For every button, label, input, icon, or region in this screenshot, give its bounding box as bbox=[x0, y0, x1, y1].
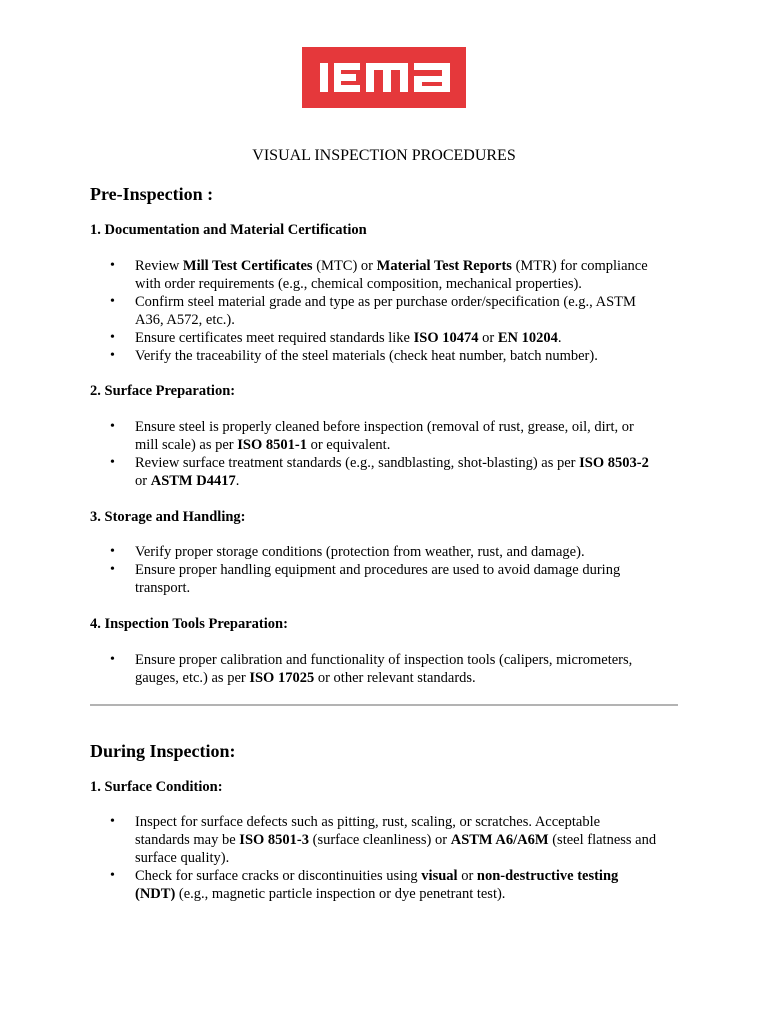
bullet-icon: • bbox=[110, 348, 115, 363]
list-item: • Verify the traceability of the steel materials (check heat number, batch number). bbox=[110, 348, 598, 364]
tools-list bbox=[90, 651, 690, 687]
list-item: • Ensure steel is properly cleaned before inspection (removal of rust, grease, oil, dirt, or mill scale) as per ISO 8501-1 or equivalent. bbox=[110, 419, 634, 453]
bullet-icon: • bbox=[110, 330, 115, 345]
during-inspection-heading: During Inspection: bbox=[90, 741, 236, 761]
section-surface-preparation-heading: 2. Surface Preparation: bbox=[90, 383, 236, 399]
bullet-icon: • bbox=[110, 294, 115, 309]
list-item: • Ensure proper calibration and functionality of inspection tools (calipers, micrometers, gauges, etc.) as per ISO 17025 or other relevant standards. bbox=[110, 652, 633, 686]
iema-logo bbox=[302, 47, 466, 108]
list-item: • Verify proper storage conditions (protection from weather, rust, and damage). bbox=[110, 544, 585, 560]
pre-inspection-heading: Pre-Inspection : bbox=[90, 184, 214, 204]
bullet-icon: • bbox=[110, 419, 115, 434]
section-tools-heading: 4. Inspection Tools Preparation: bbox=[90, 616, 288, 632]
surface-condition-list bbox=[90, 813, 690, 903]
storage-list bbox=[90, 543, 690, 597]
section-documentation-heading: 1. Documentation and Material Certification bbox=[90, 222, 367, 238]
surface-preparation-list bbox=[90, 418, 690, 490]
list-item: • Review Mill Test Certificates (MTC) or Material Test Reports (MTR) for compliance with order requirements (e.g., chemical composition, mechanical properties). bbox=[110, 258, 648, 292]
list-item: • Confirm steel material grade and type as per purchase order/specification (e.g., ASTM A36, A572, etc.). bbox=[110, 294, 636, 328]
list-item: • Ensure certificates meet required standards like ISO 10474 or EN 10204. bbox=[110, 330, 562, 346]
document-title: VISUAL INSPECTION PROCEDURES bbox=[252, 147, 516, 164]
bullet-icon: • bbox=[110, 814, 115, 829]
iema-logo-graphic bbox=[302, 47, 466, 108]
section-storage-heading: 3. Storage and Handling: bbox=[90, 509, 246, 525]
bullet-icon: • bbox=[110, 455, 115, 470]
documentation-list bbox=[90, 257, 690, 365]
section-divider bbox=[90, 704, 678, 706]
bullet-icon: • bbox=[110, 868, 115, 883]
bullet-icon: • bbox=[110, 258, 115, 273]
list-item: • Inspect for surface defects such as pitting, rust, scaling, or scratches. Acceptable standards may be ISO 8501-3 (surface cleanliness) or ASTM A6/A6M (steel flatness and surface quality). bbox=[110, 814, 657, 866]
list-item: • Review surface treatment standards (e.g., sandblasting, shot-blasting) as per ISO 8503-2 or ASTM D4417. bbox=[110, 455, 649, 489]
section-surface-condition-heading: 1. Surface Condition: bbox=[90, 779, 223, 795]
list-item: • Ensure proper handling equipment and procedures are used to avoid damage during transport. bbox=[110, 562, 621, 596]
bullet-icon: • bbox=[110, 544, 115, 559]
bullet-icon: • bbox=[110, 652, 115, 667]
bullet-icon: • bbox=[110, 562, 115, 577]
list-item: • Check for surface cracks or discontinuities using visual or non-destructive testing (NDT) (e.g., magnetic particle inspection or dye penetrant test). bbox=[110, 868, 619, 902]
